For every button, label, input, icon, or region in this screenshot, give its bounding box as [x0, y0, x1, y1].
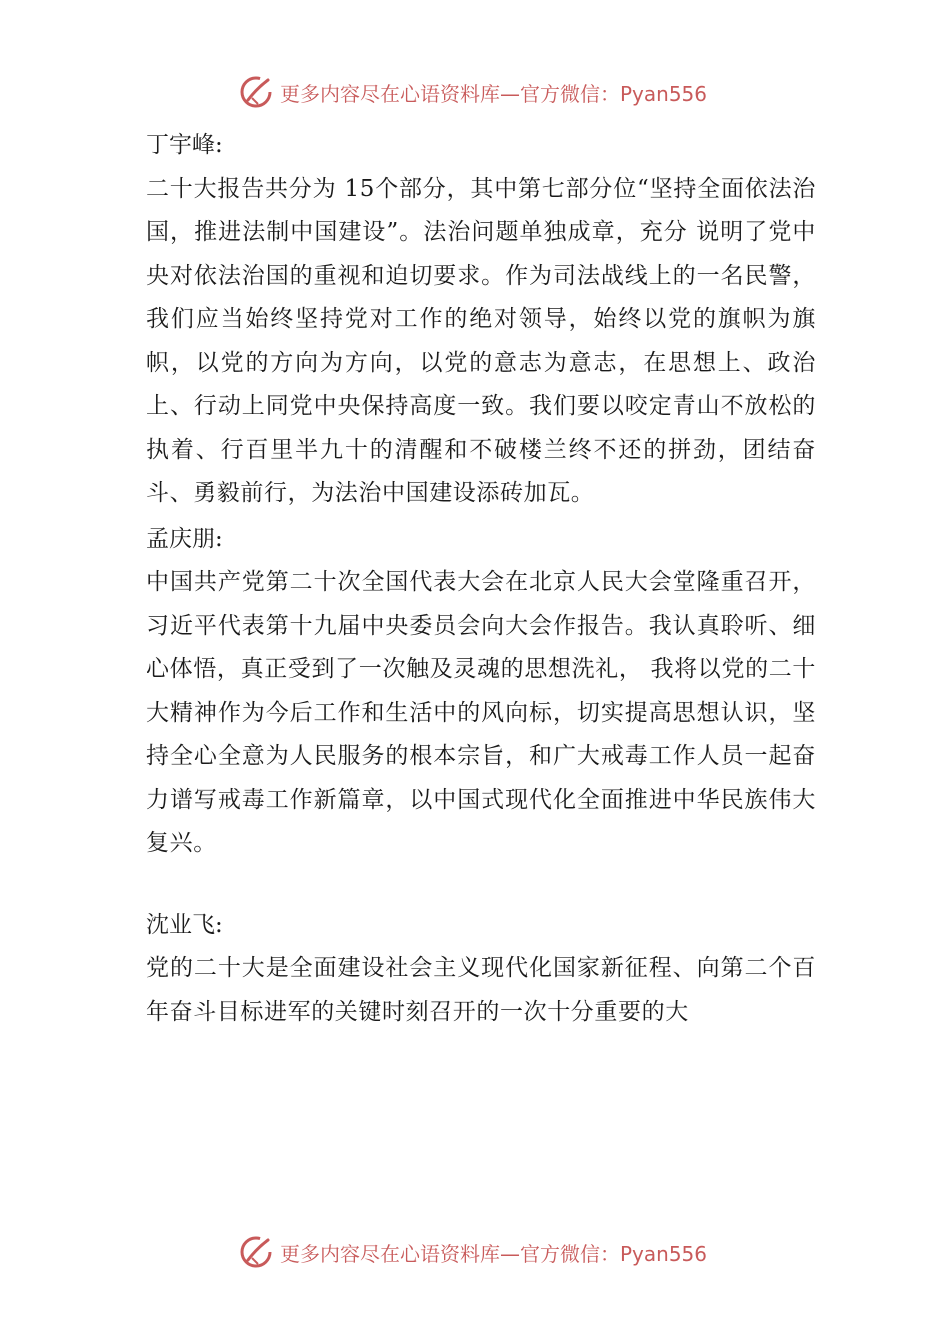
- footer-watermark: [238, 1232, 758, 1272]
- paragraph-gap: [146, 868, 816, 904]
- header-watermark: [238, 72, 758, 112]
- speaker-name: 丁宇峰:: [146, 132, 223, 158]
- speech-paragraph: 中国共产党第二十次全国代表大会在北京人民大会堂隆重召开，习近平代表第十九届中央委员会向大会作报告。我认真聆听、细心体悟，真正受到了一次触及灵魂的思想洗礼， 我将以党的二十大精神作为今后工作和生活中的风向标，切实提高思想认识，坚持全心全意为人民服务的根本宗旨，和广大戒毒工作人员一起奋力谱写戒毒工作新篇章，以中国式现代化全面推进中华民族伟大复兴。: [146, 569, 816, 856]
- document-body: [146, 124, 816, 1036]
- speech-paragraph: 二十大报告共分为 15个部分，其中第七部分位“坚持全面依法治国，推进法制中国建设”。法治问题单独成章，充分 说明了党中央对依法治国的重视和迫切要求。作为司法战线上的一名民警，我们应当始终坚持党对工作的绝对领导，始终以党的旗帜为旗帜，以党的方向为方向，以党的意志为意志，在思想上、政治上、行动上同党中央保持高度一致。我们要以咬定青山不放松的执着、行百里半九十的清醒和不破楼兰终不还的拼劲，团结奋斗、勇毅前行，为法治中国建设添砖加瓦。: [146, 175, 816, 506]
- speech-paragraph: 党的二十大是全面建设社会主义现代化国家新征程、向第二个百年奋斗目标进军的关键时刻召开的一次十分重要的大: [146, 955, 816, 1025]
- speaker-name: 孟庆朋:: [146, 525, 223, 552]
- brush-circle-logo-icon: [238, 74, 274, 110]
- brush-circle-logo-icon: [238, 1234, 274, 1270]
- speaker-name: 沈业飞:: [146, 911, 223, 938]
- watermark-text: 更多内容尽在心语资料库—官方微信：Pyan556: [280, 1241, 708, 1266]
- watermark-text: 更多内容尽在心语资料库—官方微信：Pyan556: [280, 81, 708, 106]
